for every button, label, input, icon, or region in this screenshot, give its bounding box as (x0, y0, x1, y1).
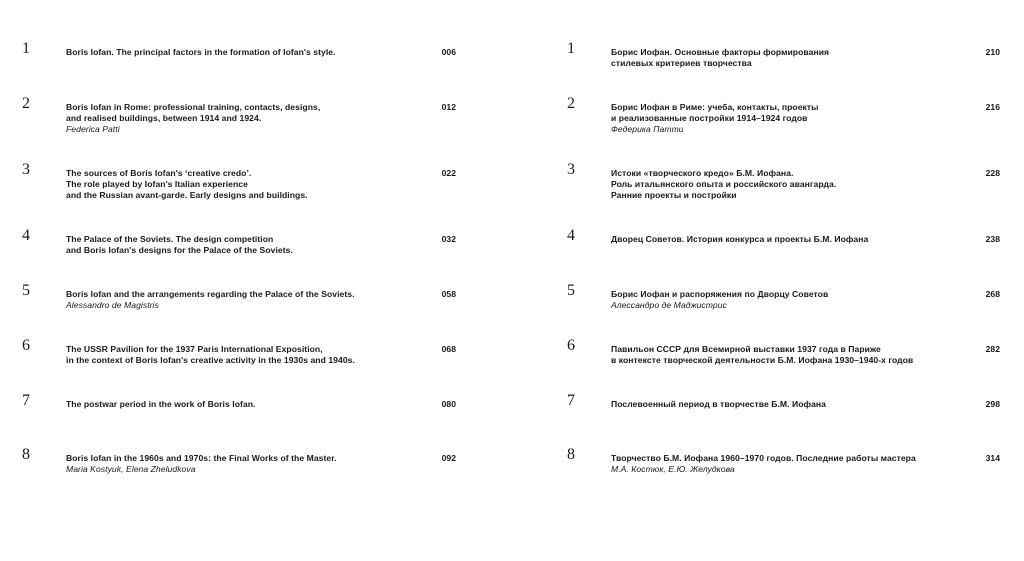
page-number: 022 (441, 168, 456, 178)
page-number: 210 (985, 47, 1000, 57)
chapter-author: Maria Kostyuk, Elena Zheludkova (66, 464, 196, 474)
chapter-number: 4 (22, 227, 30, 244)
toc-russian-column (545, 0, 1024, 561)
page-number: 006 (441, 47, 456, 57)
chapter-title: Павильон СССР для Всемирной выставки 1937 года в Париже в контексте творческой деятельности Б.М. Иофана 1930–1940-х годов (611, 344, 914, 365)
chapter-number: 2 (22, 95, 30, 112)
chapter-title: Борис Иофан в Риме: учеба, контакты, проекты и реализованные постройки 1914–1924 годов Федерика Патти (611, 102, 819, 134)
chapter-author: Federica Patti (66, 124, 120, 134)
chapter-title: Boris Iofan in Rome: professional training, contacts, designs, and realised buildings, between 1914 and 1924. Federica Patti (66, 102, 321, 134)
page-number: 238 (985, 234, 1000, 244)
page-number: 092 (441, 453, 456, 463)
chapter-title: Послевоенный период в творчестве Б.М. Иофана (611, 399, 826, 409)
page-number: 314 (985, 453, 1000, 463)
chapter-title: The USSR Pavilion for the 1937 Paris International Exposition, in the context of Boris Iofan's creative activity in the 1930s and 1940s. (66, 344, 355, 365)
chapter-title: The sources of Boris Iofan's ‘creative credo’. The role played by Iofan's Italian experience and the Russian avant-garde. Early designs and buildings. (66, 168, 308, 200)
chapter-title: The Palace of the Soviets. The design competition and Boris Iofan's designs for the Palace of the Soviets. (66, 234, 293, 255)
chapter-number: 5 (22, 282, 30, 299)
page-number: 032 (441, 234, 456, 244)
chapter-number: 7 (22, 392, 30, 409)
chapter-author: Alessandro de Magistris (66, 300, 159, 310)
page-number: 080 (441, 399, 456, 409)
chapter-number: 2 (567, 95, 575, 112)
chapter-title: Boris Iofan. The principal factors in the formation of Iofan's style. (66, 47, 336, 57)
chapter-title: Истоки «творческого кредо» Б.М. Иофана. Роль итальянского опыта и российского авангарда. Ранние проекты и постройки (611, 168, 837, 200)
chapter-title: The postwar period in the work of Boris Iofan. (66, 399, 256, 409)
chapter-number: 1 (22, 40, 30, 57)
chapter-number: 6 (567, 337, 575, 354)
chapter-title: Творчество Б.М. Иофана 1960–1970 годов. Последние работы мастера М.А. Костюк, Е.Ю. Желудкова (611, 453, 916, 474)
chapter-title: Boris Iofan in the 1960s and 1970s: the Final Works of the Master. Maria Kostyuk, Elena Zheludkova (66, 453, 337, 474)
chapter-author: Алессандро де Маджистрис (611, 300, 727, 310)
chapter-title: Борис Иофан и распоряжения по Дворцу Советов Алессандро де Маджистрис (611, 289, 829, 310)
page-number: 268 (985, 289, 1000, 299)
page-number: 298 (985, 399, 1000, 409)
chapter-number: 7 (567, 392, 575, 409)
chapter-number: 4 (567, 227, 575, 244)
page-number: 012 (441, 102, 456, 112)
chapter-number: 5 (567, 282, 575, 299)
chapter-number: 1 (567, 40, 575, 57)
page-number: 282 (985, 344, 1000, 354)
page-number: 228 (985, 168, 1000, 178)
chapter-author: Федерика Патти (611, 124, 684, 134)
page-number: 058 (441, 289, 456, 299)
chapter-number: 3 (22, 161, 30, 178)
chapter-number: 8 (567, 446, 575, 463)
chapter-number: 3 (567, 161, 575, 178)
chapter-number: 6 (22, 337, 30, 354)
chapter-author: М.А. Костюк, Е.Ю. Желудкова (611, 464, 735, 474)
chapter-title: Дворец Советов. История конкурса и проекты Б.М. Иофана (611, 234, 869, 244)
chapter-title: Борис Иофан. Основные факторы формирования стилевых критериев творчества (611, 47, 830, 68)
page-number: 068 (441, 344, 456, 354)
chapter-number: 8 (22, 446, 30, 463)
chapter-title: Boris Iofan and the arrangements regarding the Palace of the Soviets. Alessandro de Magistris (66, 289, 355, 310)
page-number: 216 (985, 102, 1000, 112)
